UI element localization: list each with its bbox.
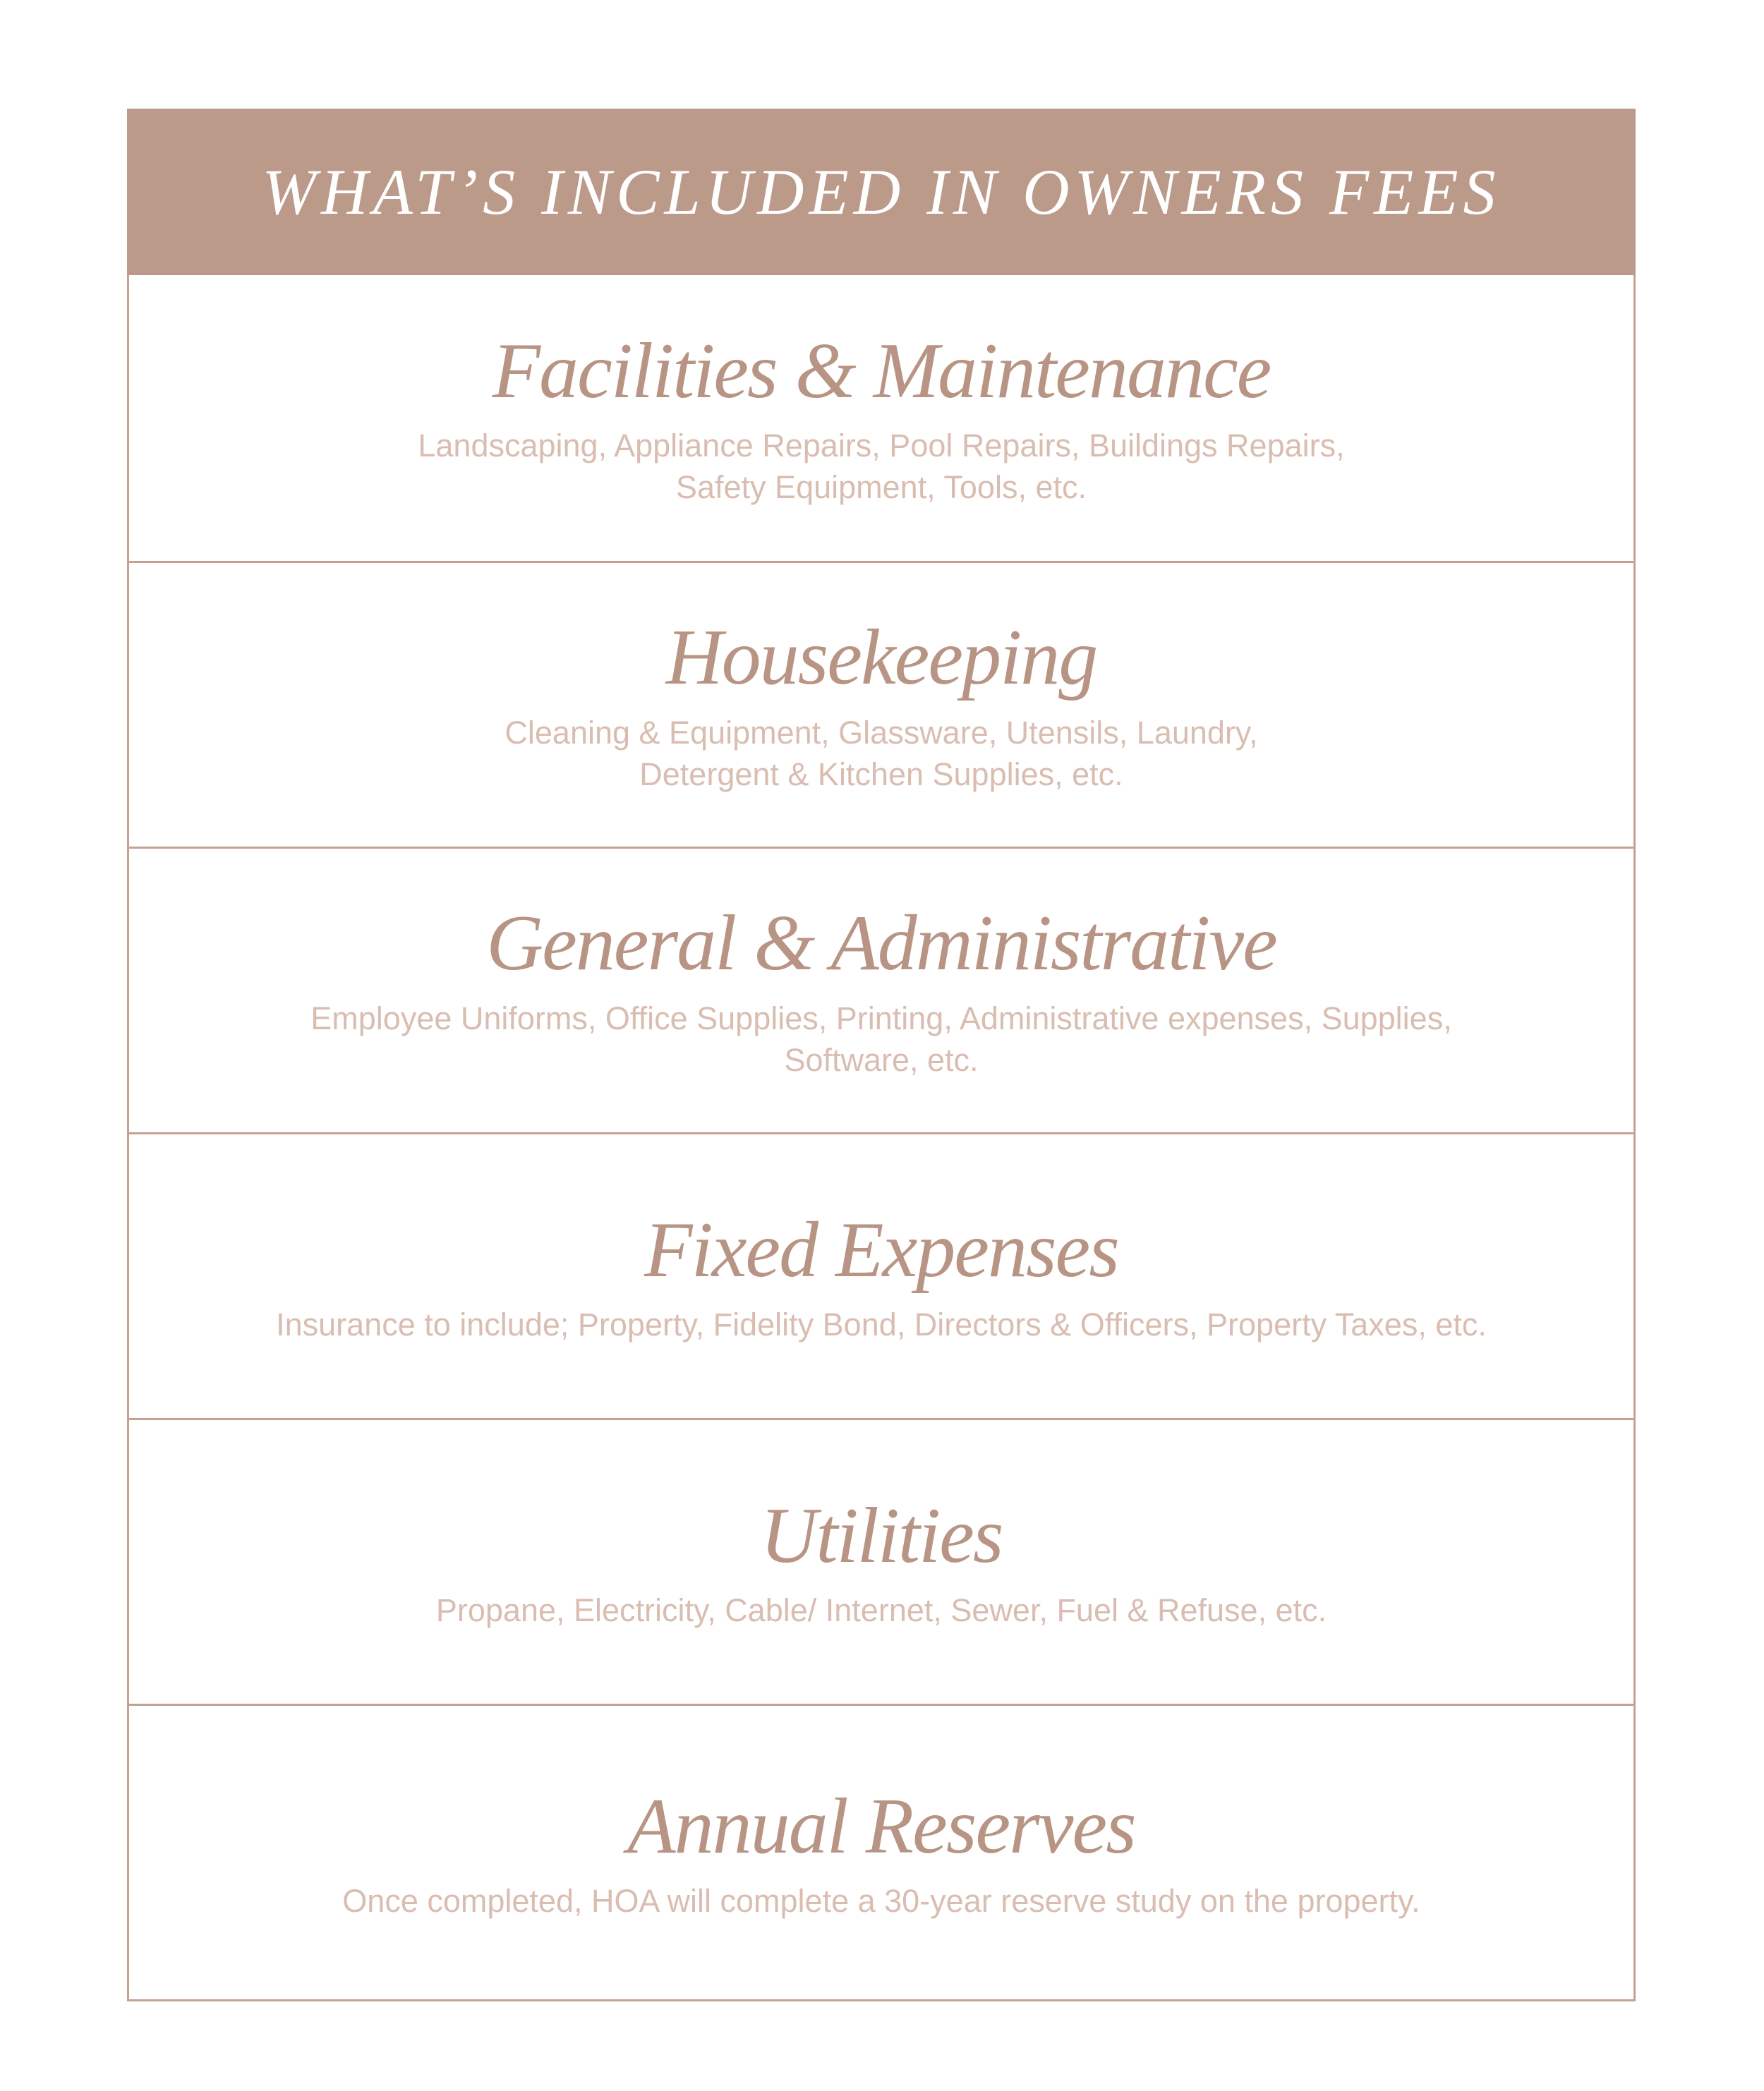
page-title: WHAT’S INCLUDED IN OWNERS FEES <box>262 156 1501 228</box>
section-description-line: Landscaping, Appliance Repairs, Pool Repairs, Buildings Repairs, <box>418 428 1345 464</box>
section-title: Fixed Expenses <box>644 1206 1118 1294</box>
fees-sections <box>127 275 1636 2001</box>
section-description <box>408 1589 1355 1631</box>
section-description-line: Detergent & Kitchen Supplies, etc. <box>639 756 1123 792</box>
section-facilities-maintenance <box>129 275 1633 561</box>
section-fixed-expenses <box>129 1132 1633 1418</box>
section-description-line: Cleaning & Equipment, Glassware, Utensils, Laundry, <box>505 714 1258 751</box>
section-description-line: Employee Uniforms, Office Supplies, Printing, Administrative expenses, Supplies, <box>310 1000 1452 1036</box>
section-description <box>389 425 1372 508</box>
section-description <box>282 998 1480 1081</box>
section-general-administrative <box>129 847 1633 1132</box>
section-description <box>248 1304 1515 1345</box>
section-description <box>314 1880 1448 1922</box>
section-utilities <box>129 1418 1633 1704</box>
fees-table <box>127 109 1636 2001</box>
section-title: Annual Reserves <box>627 1782 1135 1870</box>
section-housekeeping <box>129 561 1633 847</box>
section-title: General & Administrative <box>486 899 1276 988</box>
table-header <box>127 109 1636 275</box>
section-annual-reserves <box>129 1704 1633 1999</box>
section-title: Utilities <box>760 1491 1003 1580</box>
section-description-line: Insurance to include; Property, Fidelity Bond, Directors & Officers, Property Taxes, etc. <box>276 1307 1487 1343</box>
section-description-line: Safety Equipment, Tools, etc. <box>675 469 1087 506</box>
section-title: Housekeeping <box>665 614 1097 702</box>
section-description-line: Software, etc. <box>784 1041 979 1078</box>
section-description-line: Propane, Electricity, Cable/ Internet, Sewer, Fuel & Refuse, etc. <box>435 1592 1327 1629</box>
section-description <box>476 712 1286 795</box>
section-description-line: Once completed, HOA will complete a 30-year reserve study on the property. <box>342 1883 1420 1920</box>
section-title: Facilities & Maintenance <box>492 327 1271 415</box>
